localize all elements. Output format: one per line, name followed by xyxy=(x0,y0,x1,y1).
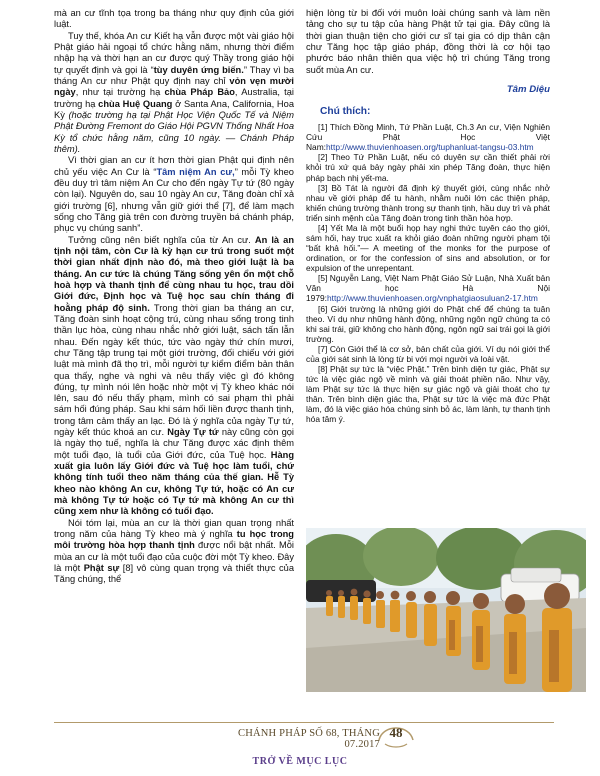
bold-term: Phật sự xyxy=(83,563,120,574)
paragraph-text: Tưởng cũng nên biết nghĩa của từ An cư. xyxy=(68,234,255,245)
bold-passage: An là an tịnh nội tâm, còn Cư là kỳ hạn cư trú trong suốt một thời gian nhất định nào đó, mà theo giới luật là ba tháng. An cư tức là chúng Tăng sống yên ổn một chỗ hoà hợp và thanh tịnh để cùng nhau tu học, trau dồi Giới đức, Định học và Tuệ học sau chín tháng đi hoằng pháp độ sinh. xyxy=(54,234,294,313)
bold-passage: Hàng xuất gia luôn lấy Giới đức và Tuệ học làm tuổi, chứ không tính tuổi theo năm tháng của thế gian. Hễ Tỳ kheo nào không An cư, không Tự tứ, hoặc có An cư mà không Tự tứ hoặc có Tự tứ mà không An cư thì cũng xem như là không có tuổi đạo. xyxy=(54,449,294,517)
footnote-text: [5] Nguyễn Lang, Việt Nam Phật Giáo Sử Luận, Nhà Xuất bản Văn học Hà Nội 1979: xyxy=(306,273,550,304)
paragraph-conclusion xyxy=(54,518,294,586)
footnote xyxy=(306,364,550,424)
notes-heading: Chú thích: xyxy=(320,105,371,117)
paragraph-text: Tuy thế, khóa An cư Kiết hạ vẫn được một vài giáo hội Phật giáo hải ngoại tổ chức hằng năm, nhưng thời điểm nhập hạ và thời hạn an cư được quý Thầy trong giáo hội tự quyết định và gọi là “ xyxy=(54,30,294,75)
footnote xyxy=(306,223,550,273)
footnote-text: [1] Thích Đồng Minh, Tứ Phần Luật, Ch.3 An cư, Viện Nghiên Cứu Phật Học Việt Nam: xyxy=(306,122,550,153)
issue-label: CHÁNH PHÁP SỐ 68, THÁNG 07.2017 xyxy=(238,728,380,750)
paragraph-meaning xyxy=(54,235,294,518)
paragraph-text: Nói tóm lại, mùa an cư là thời gian quan trọng nhất trong năm của hàng Tỳ kheo mà ý nghĩa xyxy=(54,517,294,540)
paragraph-opening xyxy=(54,8,294,31)
monks-procession-photo xyxy=(306,528,586,692)
paragraph-text: , Australia, tại trường hạ xyxy=(54,87,294,109)
paragraph-closing: hiện lòng từ bi đối với muôn loài chúng sanh và làm nền tảng cho sự tu tập của hàng Phật tử tại gia. Đây cũng là thời gian thuận tiện cho giới cư sĩ tại gia có dịp thân cận chư Tăng học tập giáo pháp, đồng thời là cơ hội tạo phước báo nhân thiên qua việc hộ trì chúng Tăng trong suốt mùa An cư. xyxy=(306,8,550,75)
footnote-text: [4] Yết Ma là một buổi họp hay nghi thức tuyên cáo thọ giới, sám hối, hay trục xuất ra khỏi giáo đoàn những người phạm tội “bất khả hối.”— A meeting of the monks for the purpose of ordination, or for the confession of sins and absolution, or for expulsion of the unrepentant. xyxy=(306,222,550,274)
paragraph-mindful-retreat xyxy=(54,155,294,234)
footnote xyxy=(306,273,550,303)
footnote-link[interactable]: http://www.thuvienhoasen.org/tuphanluat-tangsu-03.htm xyxy=(326,142,534,153)
footnote xyxy=(306,344,550,364)
bold-term: chùa Huệ Quang xyxy=(98,98,173,109)
right-text-column xyxy=(306,8,550,508)
left-text-column xyxy=(54,8,294,708)
notes-list xyxy=(306,122,550,424)
footnote-text: [8] Phật sự tức là “việc Phật.” Trên bình diện tự giác, Phật sự tức là việc giác ngộ về mình và giải thoát phiền não. Như vậy, làm Phật sự tức là thực hiện sự giác ngộ và giải thoát cho tự thân. Trên bình diện giác tha, Phật sự tức là việc mà đức Phật làm, đó là việc giáo hóa chúng sinh bỏ ác, làm lành, tự thanh tịnh hóa tâm ý. xyxy=(306,363,550,425)
paragraph-text: Trong thời gian ba tháng an cư, Tăng đoàn sinh hoạt cộng trú, cùng nhau sống trong tinh thần lục hòa, cùng nhau nhắc nhở giới luật, sách tấn lẫn nhau. Đến ngày kết thúc, tức vào ngày thứ chín mươi, chư Tăng tập trung tại một giới trường, đối chiếu với giới luật mà mình đã thọ trì, mỗi người tự kiểm điểm bản thân qua thấy, nghe và nghi và nêu thấy việc gì đó không đúng, tự mình nói lên hoặc nhờ một vị Tỳ kheo khác nói lên, sau đó nếu thấy phạm, mình có sai phạm thì phải sám hối đúng pháp. Sau khi sám hối liền được thanh tịnh, trong tâm cảm thấy an lạc. Đó là ý nghĩa của ngày Tự tứ, ngày kết thúc khoá an cư. xyxy=(54,302,294,438)
footnote-text: [2] Theo Tứ Phần Luật, nếu có duyên sự cần thiết phải rời khỏi trú xứ quá bảy ngày phải xin phép Tăng đoàn, thực hiện pháp bạch nhị yết-ma. xyxy=(306,152,550,183)
footnote-text: [6] Giới trường là những giới do Phật chế để chúng ta tuân theo. Ví dụ như những hành động, những ngôn ngữ chúng ta có khi sai trái, giữ không cho hành động, ngôn ngữ sai trái gọi là giới trường. xyxy=(306,303,550,344)
paragraph-text: ” Thay vì ba tháng An cư như Phật quy định nay chỉ xyxy=(54,64,294,86)
footnote xyxy=(306,304,550,344)
footnote-text: [7] Còn Giới thể là cơ sở, bản chất của giới. Ví dụ nói giới thể của giới sát sinh là lòng từ bi với mọi người và loài vật. xyxy=(306,343,550,364)
bold-term: Tâm niệm An cư, xyxy=(156,166,235,177)
paragraph-text: , như tại trường hạ xyxy=(75,87,165,98)
bold-term: chùa Pháp Bảo xyxy=(164,87,235,98)
footer-divider xyxy=(54,722,554,723)
bold-term: tu học trong môi trường hòa hợp thanh tịnh xyxy=(54,529,294,551)
author-signature: Tâm Diệu xyxy=(506,83,550,95)
footnote xyxy=(306,152,550,182)
bold-term: vỏn vẹn mười ngày xyxy=(54,75,294,98)
paragraph-text: [8] vô cùng quan trọng và thiết thực của Tăng chúng, thể xyxy=(54,563,294,585)
footnote xyxy=(306,183,550,223)
paragraph-overseas-retreat xyxy=(54,31,294,156)
paragraph-text: được nổi bật nhất. Mỗi mùa an cư là một tuổi đạo của cuộc đời một Tỳ kheo. Đây là một xyxy=(54,540,294,574)
bold-term: tùy duyên ứng biến. xyxy=(153,64,244,75)
bold-term: Ngày Tự tứ xyxy=(167,427,219,438)
back-to-toc-link[interactable]: TRỞ VỀ MỤC LỤC xyxy=(252,756,348,767)
footnote xyxy=(306,122,550,152)
paragraph-text: Vì thời gian an cư ít hơn thời gian Phật qui định nên chủ yếu việc An Cư là “ xyxy=(54,155,294,177)
photo-illustration xyxy=(306,528,586,692)
footnote-link[interactable]: http://www.thuvienhoasen.org/vnphatgiaosuluan2-17.htm xyxy=(326,293,538,304)
paragraph-text: mà an cư tĩnh tọa trong ba tháng như quy định của giới luật. xyxy=(54,8,294,30)
footnote-text: [3] Bồ Tát là người đã định ký thuyết giới, cùng nhắc nhở nhau về giới pháp để tu hành, nhằm nuôi lớn các thiện pháp, khiến chúng trường thành trong sự thanh tịnh, hầu duy trì và phát triển sinh mệnh của Tăng đoàn trong tinh thần hòa hợp. xyxy=(306,182,550,223)
page-number: 48 xyxy=(389,725,403,740)
paragraph-text: ” mỗi Tỳ kheo đều duy trì tâm niệm An Cư cho đến ngày Tự tứ (80 ngày còn lại). Nguyên do, sau 10 ngày An cư, Tăng đoàn chỉ xả giới trường [6], nhưng vẫn giữ giới thể [7], để làm mạch sống cho Tăng già trên con đường truyền bá chánh pháp, phục vụ chúng sanh”. xyxy=(54,166,294,234)
italic-note: (hoặc trường hạ tại Phật Học Viện Quốc Tế và Niệm Phật Đường Fremont do Giáo Hội PGVN Thống Nhất Hoa Kỳ tổ chức hằng năm, cũng 10 ngày. — Chánh Pháp thêm). xyxy=(54,109,294,154)
paragraph-text: này cũng còn gọi là ngày thọ tuế, nghĩa là chư Tăng được xác định thêm một tuổi đạo, là tuổi của Giới đức, của Tuệ học. xyxy=(54,427,294,460)
paragraph-text: ở Santa Ana, California, Hoa Kỳ xyxy=(54,98,294,120)
